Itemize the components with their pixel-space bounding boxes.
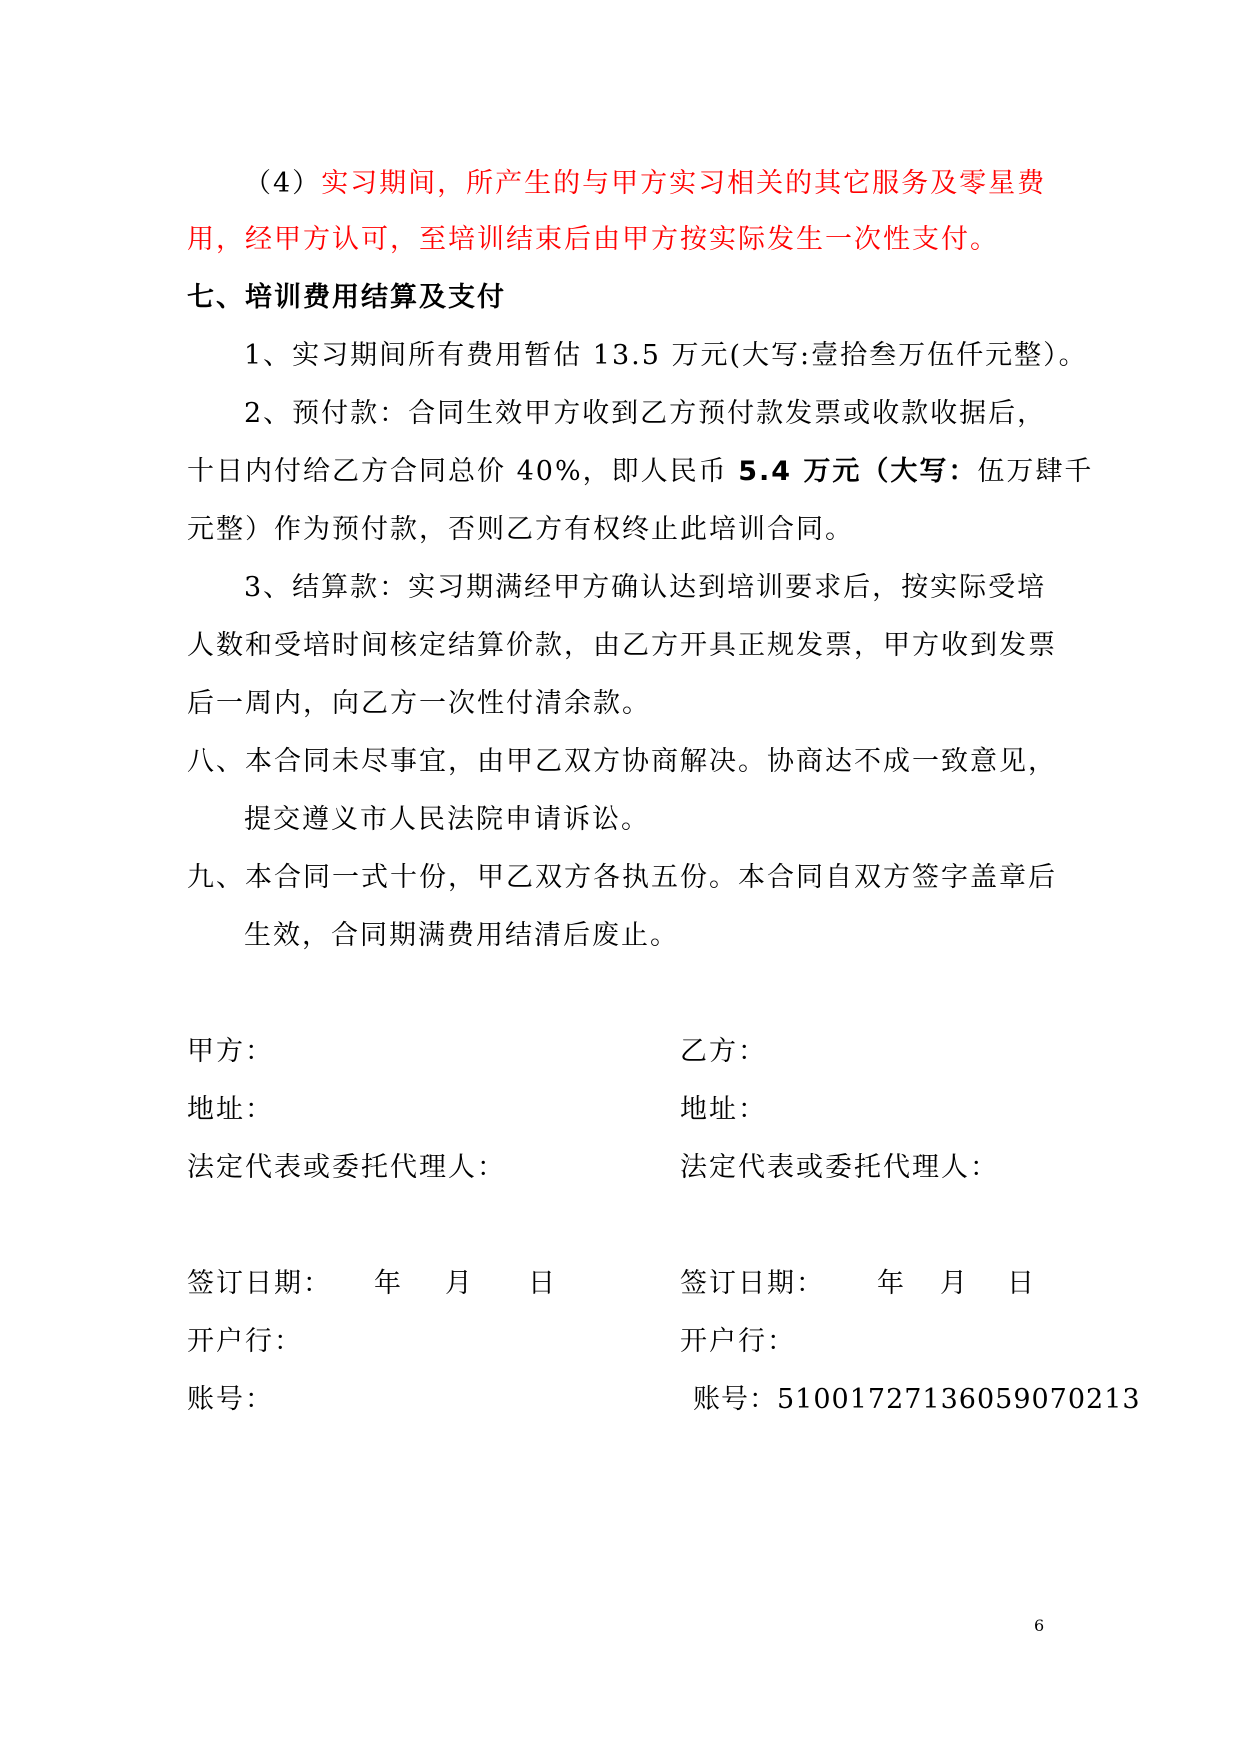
clause6-item4-line2: 用，经甲方认可，至培训结束后由甲方按实际发生一次性支付。 <box>187 224 999 255</box>
party-a-bank: 开户行： <box>187 1326 303 1357</box>
clause9-line2: 生效，合同期满费用结清后废止。 <box>244 920 679 951</box>
party-a-month: 月 <box>445 1268 474 1299</box>
page-number: 6 <box>1034 1616 1045 1635</box>
party-b-account-label: 账号： <box>693 1384 777 1415</box>
clause7-heading: 七、培训费用结算及支付 <box>187 282 506 313</box>
clause7-item1: 1、实习期间所有费用暂估 13.5 万元(大写:壹拾叁万伍仟元整）。 <box>244 340 1088 371</box>
party-a-year: 年 <box>374 1268 403 1299</box>
party-b-rep: 法定代表或委托代理人： <box>680 1152 999 1183</box>
party-a-address: 地址： <box>187 1094 274 1125</box>
party-a-date <box>187 1266 557 1302</box>
party-b-account <box>693 1382 1141 1418</box>
party-b-date <box>680 1266 1036 1302</box>
clause6-item4-text: 实习期间，所产生的与甲方实习相关的其它服务及零星费 <box>321 168 1047 199</box>
party-a-label: 甲方： <box>187 1036 274 1067</box>
clause9-line1: 九、本合同一式十份，甲乙双方各执五份。本合同自双方签字盖章后 <box>187 862 1057 893</box>
party-a-day: 日 <box>528 1268 557 1299</box>
clause7-item3-line2: 人数和受培时间核定结算价款，由乙方开具正规发票，甲方收到发票 <box>187 630 1057 661</box>
party-a-account: 账号： <box>187 1384 274 1415</box>
clause7-item2-line2-post: 伍万肆千 <box>977 456 1094 487</box>
clause7-item2-line3: 元整）作为预付款，否则乙方有权终止此培训合同。 <box>187 514 854 545</box>
clause6-item4-prefix: （4） <box>244 168 322 199</box>
party-b-year: 年 <box>877 1268 906 1299</box>
clause7-item2-amount: 5.4 万元（大写： <box>738 456 978 487</box>
party-b-bank: 开户行： <box>680 1326 796 1357</box>
clause6-item4-line1 <box>244 166 1046 202</box>
clause7-item3-line3: 后一周内，向乙方一次性付清余款。 <box>187 688 651 719</box>
party-a-date-label: 签订日期： <box>187 1268 332 1299</box>
clause7-item2-line2-pre: 十日内付给乙方合同总价 40%，即人民币 <box>187 456 739 487</box>
party-b-label: 乙方： <box>680 1036 767 1067</box>
clause7-item2-line2 <box>187 454 1093 490</box>
party-b-day: 日 <box>1007 1268 1036 1299</box>
party-b-date-label: 签订日期： <box>680 1268 825 1299</box>
party-a-rep: 法定代表或委托代理人： <box>187 1152 506 1183</box>
clause8-line1: 八、本合同未尽事宜，由甲乙双方协商解决。协商达不成一致意见， <box>187 746 1057 777</box>
party-b-address: 地址： <box>680 1094 767 1125</box>
party-b-account-number: 51001727136059070213 <box>777 1384 1141 1415</box>
clause8-line2: 提交遵义市人民法院申请诉讼。 <box>244 804 650 835</box>
clause7-item2-line1: 2、预付款：合同生效甲方收到乙方预付款发票或收款收据后， <box>244 398 1047 429</box>
clause7-item3-line1: 3、结算款：实习期满经甲方确认达到培训要求后，按实际受培 <box>244 572 1047 603</box>
party-b-month: 月 <box>940 1268 969 1299</box>
